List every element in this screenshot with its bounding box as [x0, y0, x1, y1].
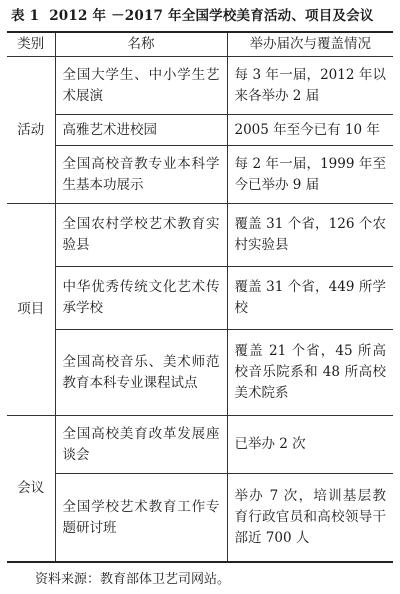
- header-name: 名称: [55, 32, 227, 57]
- data-table: [7, 31, 393, 563]
- table-row: [7, 416, 393, 474]
- name-cell: 全国高校美育改革发展座谈会: [55, 416, 227, 474]
- table-row: [7, 57, 393, 115]
- detail-cell: 举办 7 次，培训基层教育行政官员和高校领导干部近 700 人: [227, 474, 393, 563]
- category-cell-projects: 项目: [7, 204, 55, 416]
- table-header-row: [7, 32, 393, 57]
- table-row: [7, 474, 393, 563]
- name-cell: 全国学校艺术教育工作专题研讨班: [55, 474, 227, 563]
- detail-cell: 每 2 年一届，1999 年至今已举办 9 届: [227, 146, 393, 204]
- detail-cell: 覆盖 21 个省，45 所高校音乐院系和 48 所高校美术院系: [227, 330, 393, 416]
- table-row: [7, 146, 393, 204]
- table-row: [7, 115, 393, 146]
- header-detail: 举办届次与覆盖情况: [227, 32, 393, 57]
- table-number: 表 1: [11, 8, 40, 24]
- name-cell: 全国高校音乐、美术师范教育本科专业课程试点: [55, 330, 227, 416]
- detail-cell: 已举办 2 次: [227, 416, 393, 474]
- detail-cell: 覆盖 31 个省，449 所学校: [227, 267, 393, 330]
- source-note: 资料来源：教育部体卫艺司网站。: [35, 572, 231, 587]
- category-cell-activities: 活动: [7, 57, 55, 204]
- name-cell: 全国高校音教专业本科学生基本功展示: [55, 146, 227, 204]
- name-cell: 中华优秀传统文化艺术传承学校: [55, 267, 227, 330]
- name-cell: 高雅艺术进校园: [55, 115, 227, 146]
- table-row: [7, 330, 393, 416]
- name-cell: 全国农村学校艺术教育实验县: [55, 204, 227, 267]
- category-cell-meetings: 会议: [7, 416, 55, 563]
- header-category: 类别: [7, 32, 55, 57]
- table-row: [7, 267, 393, 330]
- detail-cell: 每 3 年一届，2012 年以来各举办 2 届: [227, 57, 393, 115]
- table-caption: [11, 4, 374, 24]
- table-title: 2012 年 －2017 年全国学校美育活动、项目及会议: [49, 8, 374, 24]
- name-cell: 全国大学生、中小学生艺术展演: [55, 57, 227, 115]
- detail-cell: 2005 年至今已有 10 年: [227, 115, 393, 146]
- table-row: [7, 204, 393, 267]
- detail-cell: 覆盖 31 个省，126 个农村实验县: [227, 204, 393, 267]
